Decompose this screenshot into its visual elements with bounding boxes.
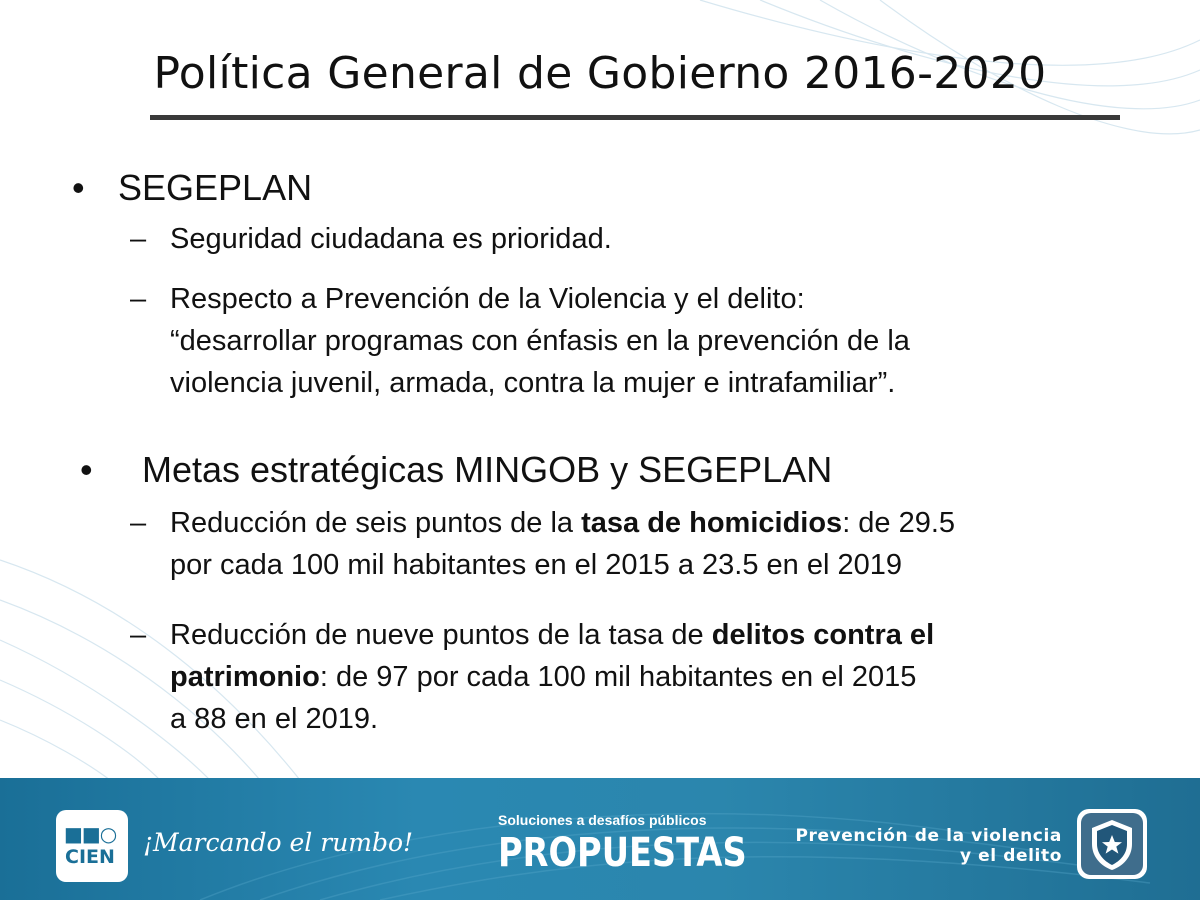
sub-text-line-1: Reducción de nueve puntos de la tasa de delitos contra el: [170, 619, 935, 651]
cien-logo-mark: ■■○: [64, 822, 117, 846]
bullet-label: SEGEPLAN: [118, 167, 313, 208]
sub-text-line-3: violencia juvenil, armada, contra la mujer e intrafamiliar”.: [170, 367, 896, 399]
slide-title: Política General de Gobierno 2016-2020: [153, 48, 1047, 99]
sub-text-line-2: “desarrollar programas con énfasis en la prevención de la: [170, 325, 910, 357]
sub-text-line-1: Reducción de seis puntos de la tasa de homicidios: de 29.5: [170, 507, 956, 539]
slogan: ¡Marcando el rumbo!: [143, 828, 414, 857]
propuestas-logo: PROPUESTAS: [498, 830, 747, 876]
bullet-metas: [80, 448, 832, 492]
sub-text-line-3: a 88 en el 2019.: [170, 703, 379, 735]
sub-item-homicidios: [130, 502, 1140, 586]
bullet-dot: •: [80, 449, 93, 490]
emphasis-homicidios: tasa de homicidios: [581, 507, 843, 539]
prevention-label: Prevención de la violencia y el delito: [795, 826, 1062, 866]
sub-dash: –: [130, 507, 147, 539]
sub-text: Seguridad ciudadana es prioridad.: [170, 223, 612, 255]
propuestas-subtitle: Soluciones a desafíos públicos: [498, 812, 707, 828]
sub-dash: –: [130, 223, 147, 255]
footer-band: [0, 778, 1200, 900]
sub-text-line-2: patrimonio: de 97 por cada 100 mil habitantes en el 2015: [170, 661, 917, 693]
cien-logo-text: CIEN: [65, 846, 115, 868]
sub-dash: –: [130, 283, 147, 315]
emphasis-patrimonio: patrimonio: [170, 661, 320, 693]
bullet-dot: •: [72, 167, 85, 208]
bullet-label: Metas estratégicas MINGOB y SEGEPLAN: [142, 449, 833, 490]
sub-text-line-1: Respecto a Prevención de la Violencia y el delito:: [170, 283, 805, 315]
shield-star-icon: [1076, 808, 1148, 880]
sub-item-patrimonio: [130, 614, 1140, 740]
sub-text-line-2: por cada 100 mil habitantes en el 2015 a 23.5 en el 2019: [170, 549, 902, 581]
emphasis-delitos: delitos contra el: [711, 619, 935, 651]
bullet-segeplan: [72, 166, 312, 210]
title-rule: [150, 115, 1120, 120]
cien-logo: [56, 810, 128, 882]
sub-item-seguridad: [130, 218, 1140, 260]
sub-item-prevencion: [130, 278, 1140, 404]
sub-dash: –: [130, 619, 147, 651]
